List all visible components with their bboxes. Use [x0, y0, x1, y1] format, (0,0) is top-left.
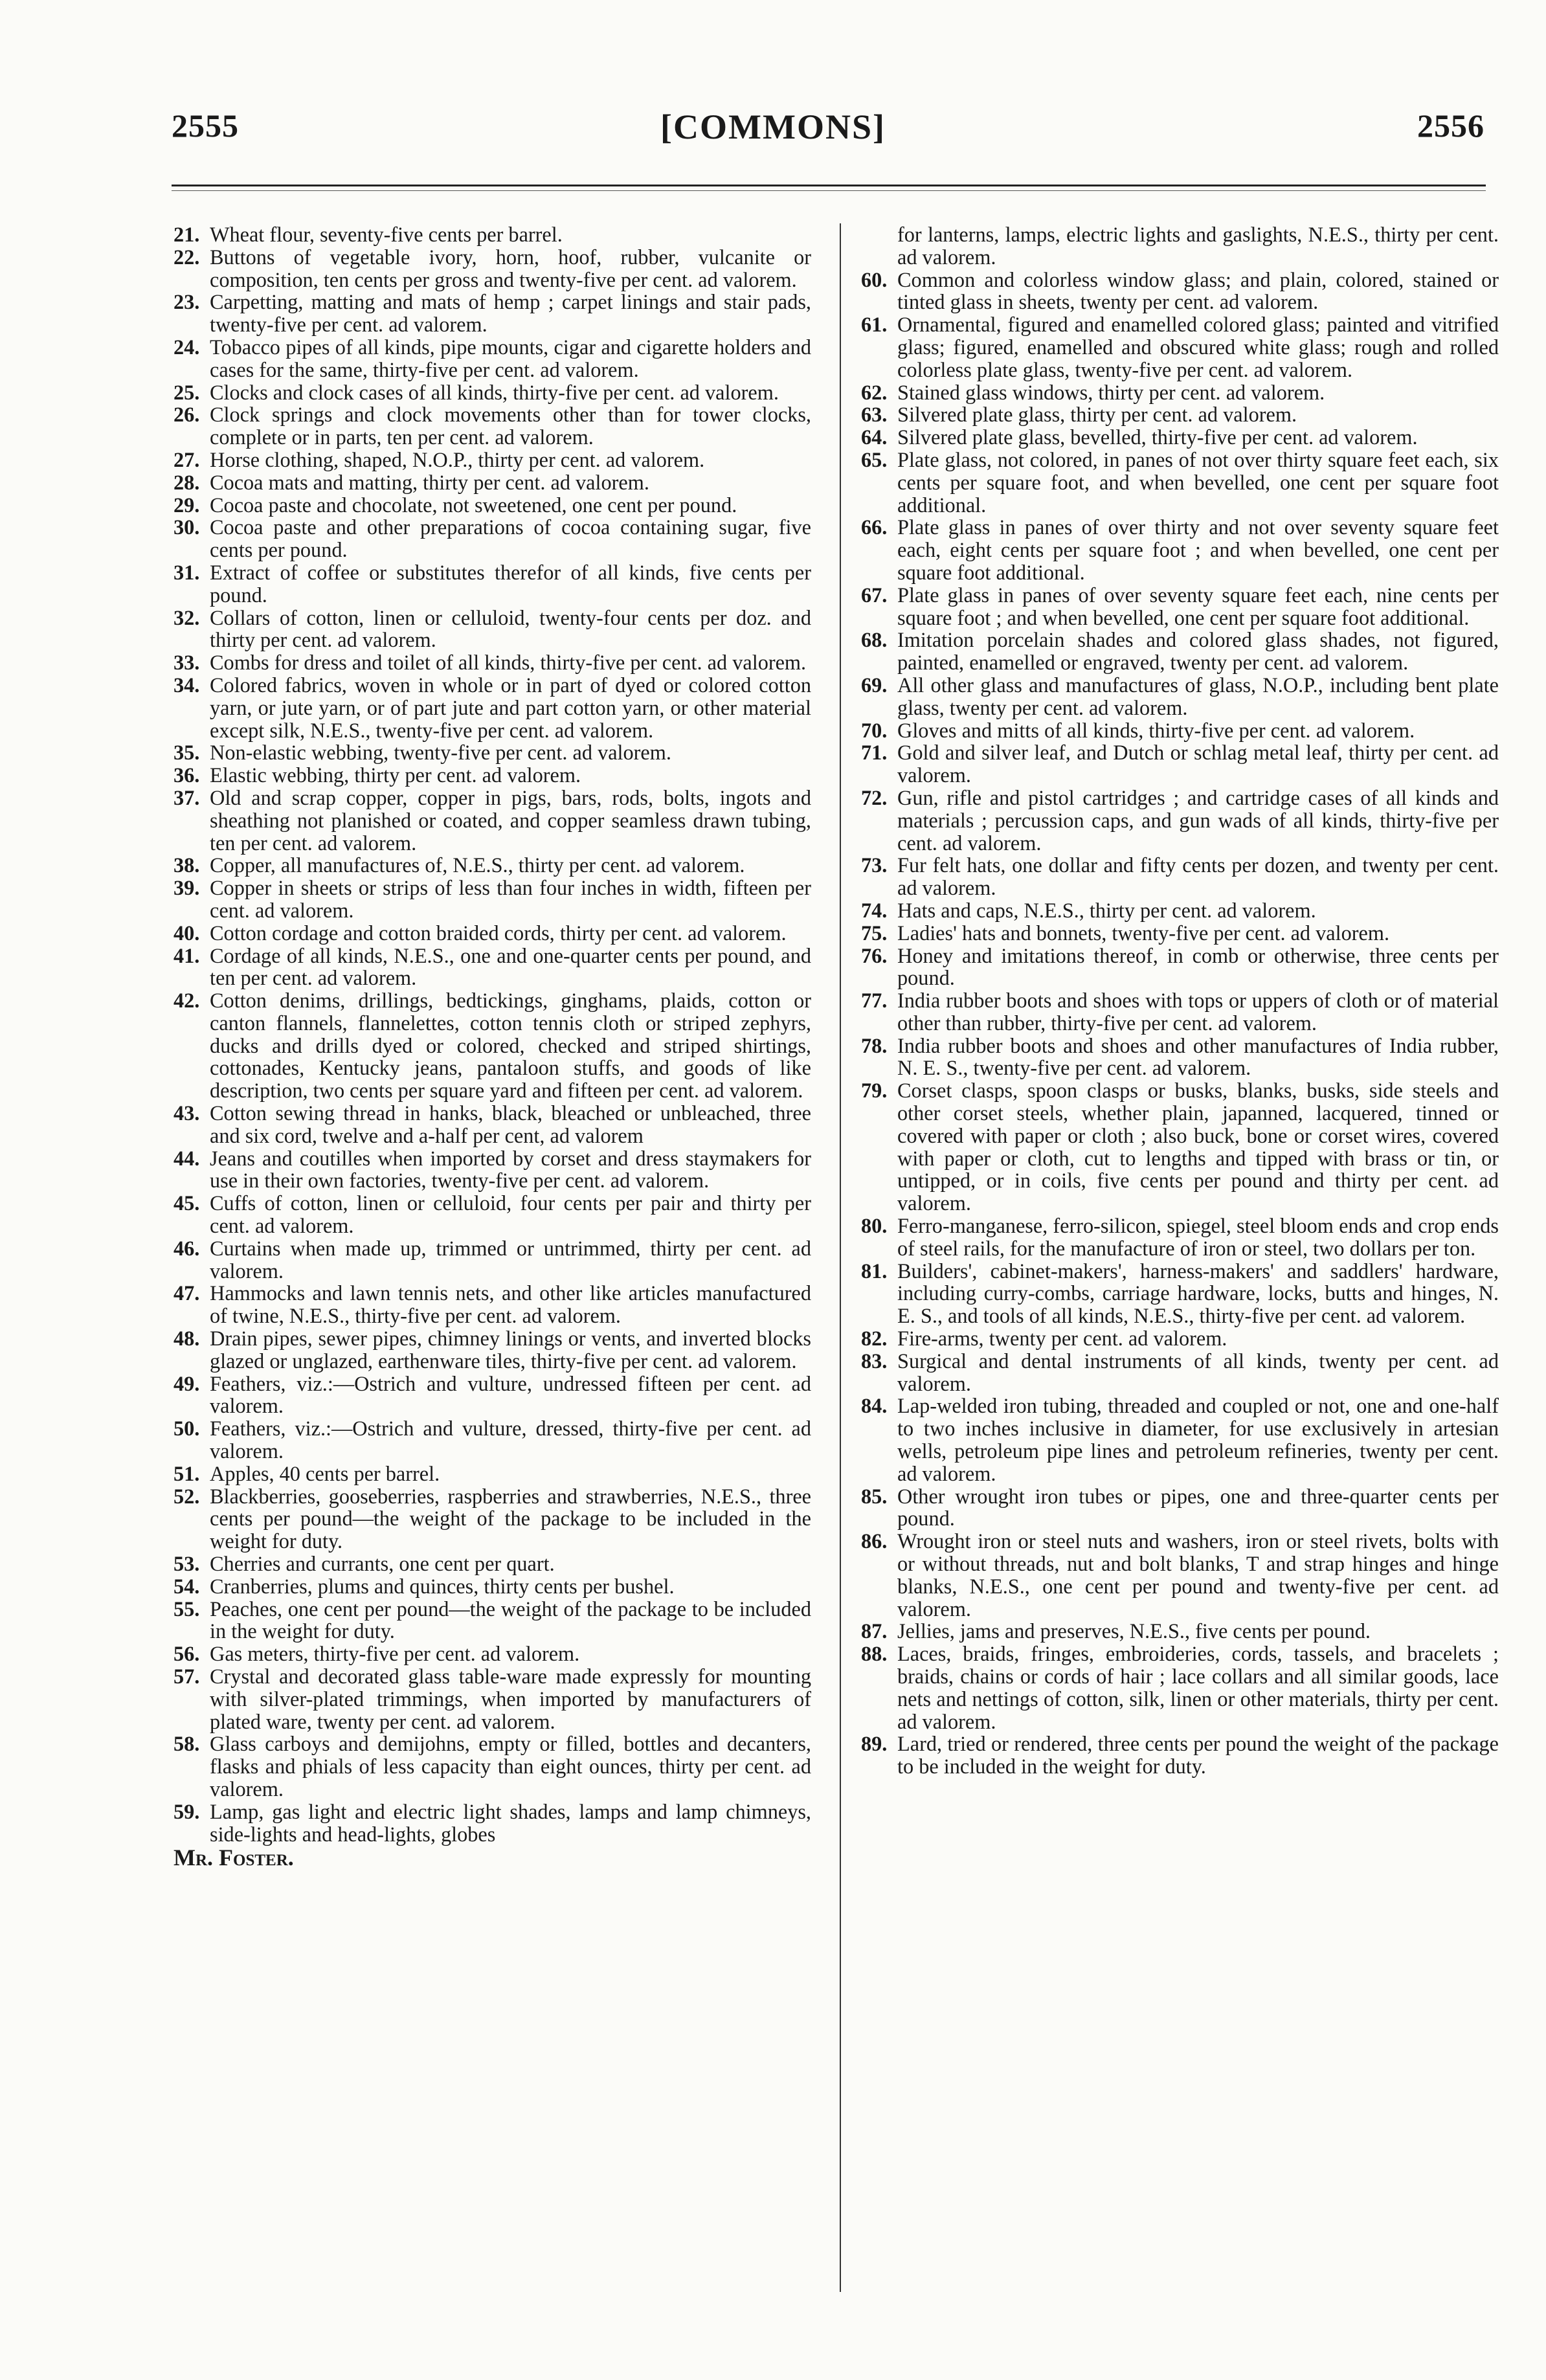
item-number: 85.: [861, 1484, 888, 1508]
tariff-item: [861, 1395, 1499, 1485]
tariff-item: [174, 922, 811, 945]
item-text: Ladies' hats and bonnets, twenty-five per cent. ad valorem.: [897, 921, 1390, 945]
item-text: Other wrought iron tubes or pipes, one and three-quarter cents per pound.: [897, 1484, 1499, 1531]
tariff-item: [861, 516, 1499, 583]
item-number: 24.: [174, 335, 200, 359]
item-number: 41.: [174, 943, 200, 967]
item-text: Gun, rifle and pistol cartridges ; and cartridge cases of all kinds and materials ; percussion caps, and gun wads of all kinds, thirty-five per cent. ad valorem.: [897, 785, 1499, 855]
item-number: 62.: [861, 380, 888, 404]
item-text: Cocoa paste and other preparations of cocoa containing sugar, five cents per pound.: [210, 515, 811, 562]
item-number: 29.: [174, 493, 200, 517]
tariff-item: [174, 1237, 811, 1283]
item-number: 71.: [861, 741, 888, 765]
tariff-item: [861, 1733, 1499, 1778]
column-divider: [840, 223, 841, 2292]
item-number: 75.: [861, 921, 888, 945]
tariff-item: [861, 1215, 1499, 1260]
item-number: 73.: [861, 853, 888, 877]
item-number: 57.: [174, 1665, 200, 1688]
item-number: 36.: [174, 763, 200, 787]
item-text: All other glass and manufactures of glass, N.O.P., including bent plate glass, twenty per cent. ad valorem.: [897, 673, 1499, 719]
tariff-item: [174, 516, 811, 561]
item-text: Plate glass, not colored, in panes of not over thirty square feet each, six cents per square foot, and when bevelled, one cent per square foot additional.: [897, 447, 1499, 517]
item-text: Clocks and clock cases of all kinds, thirty-five per cent. ad valorem.: [210, 380, 779, 404]
tariff-item: [861, 449, 1499, 516]
item-number: 65.: [861, 447, 888, 471]
tariff-item: [861, 426, 1499, 449]
item-text: Extract of coffee or substitutes therefor of all kinds, five cents per pound.: [210, 560, 811, 607]
item-text: Feathers, viz.:—Ostrich and vulture, undressed fifteen per cent. ad valorem.: [210, 1371, 811, 1418]
item-number: 54.: [174, 1574, 200, 1598]
item-number: 81.: [861, 1259, 888, 1283]
tariff-item: [174, 1417, 811, 1463]
item-text: Stained glass windows, thirty per cent. ad valorem.: [897, 380, 1325, 404]
header-rule-thin: [172, 190, 1486, 191]
tariff-item: [174, 1282, 811, 1327]
item-text: Cherries and currants, one cent per quart.: [210, 1552, 555, 1576]
item-number: 77.: [861, 989, 888, 1013]
item-text: Collars of cotton, linen or celluloid, twenty-four cents per doz. and thirty per cent. ad valorem.: [210, 605, 811, 652]
item-number: 23.: [174, 290, 200, 314]
tariff-item: [174, 1665, 811, 1733]
item-number: 60.: [861, 267, 888, 291]
item-text: Combs for dress and toilet of all kinds, thirty-five per cent. ad valorem.: [210, 651, 807, 675]
item-text: Glass carboys and demijohns, empty or filled, bottles and decanters, flasks and phials of less capacity than eight ounces, thirty per cent. ad valorem.: [210, 1732, 811, 1801]
item-number: 63.: [861, 403, 888, 427]
item-text: Cotton sewing thread in hanks, black, bleached or unbleached, three and six cord, twelve and a-half per cent, ad valorem: [210, 1101, 811, 1147]
tariff-item: [861, 1260, 1499, 1327]
item-number: 61.: [861, 313, 888, 337]
tariff-item: [174, 1327, 811, 1373]
item-number: 56.: [174, 1642, 200, 1666]
tariff-item: [174, 1643, 811, 1665]
item-text: Silvered plate glass, bevelled, thirty-five per cent. ad valorem.: [897, 425, 1418, 449]
tariff-item: [174, 741, 811, 764]
tariff-item: [174, 854, 811, 877]
tariff-item: [174, 1192, 811, 1237]
tariff-item: [174, 989, 811, 1102]
item-number: 66.: [861, 515, 888, 539]
item-number: 39.: [174, 876, 200, 900]
item-text: Honey and imitations thereof, in comb or otherwise, three cents per pound.: [897, 943, 1499, 990]
tariff-item: [861, 674, 1499, 719]
item-text: Gas meters, thirty-five per cent. ad valorem.: [210, 1642, 580, 1666]
item-number: 68.: [861, 628, 888, 652]
tariff-item: [861, 584, 1499, 629]
right-column: [861, 223, 1499, 1778]
item-number: 84.: [861, 1394, 888, 1418]
item-text: Lard, tried or rendered, three cents per pound the weight of the package to be included in the weight for duty.: [897, 1732, 1499, 1779]
item-number: 32.: [174, 605, 200, 629]
item-number: 55.: [174, 1597, 200, 1621]
item-text: Old and scrap copper, copper in pigs, bars, rods, bolts, ingots and sheathing not planished or coated, and copper seamless drawn tubing, ten per cent. ad valorem.: [210, 785, 811, 855]
item-text: Fire-arms, twenty per cent. ad valorem.: [897, 1327, 1227, 1351]
tariff-item: [174, 1373, 811, 1418]
tariff-item: [861, 1530, 1499, 1620]
item-number: 34.: [174, 673, 200, 697]
item-text: Wheat flour, seventy-five cents per barrel.: [210, 223, 563, 246]
item-number: 28.: [174, 470, 200, 494]
item-number: 67.: [861, 583, 888, 607]
item-text: Jeans and coutilles when imported by corset and dress staymakers for use in their own factories, twenty-five per cent. ad valorem.: [210, 1146, 811, 1193]
tariff-item: [861, 1485, 1499, 1531]
tariff-item: [861, 719, 1499, 742]
left-column: [174, 223, 811, 1869]
item-text: Tobacco pipes of all kinds, pipe mounts, cigar and cigarette holders and cases for the same, thirty-five per cent. ad valorem.: [210, 335, 811, 381]
item-number: 43.: [174, 1101, 200, 1125]
tariff-item: [174, 787, 811, 854]
item-text: Laces, braids, fringes, embroideries, cords, tassels, and bracelets ; braids, chains or cords of hair ; lace collars and all similar goods, lace nets and nettings of cotton, silk, linen or other materials, thirty per cent. ad valorem.: [897, 1642, 1499, 1733]
item-number: 50.: [174, 1417, 200, 1441]
item-number: 26.: [174, 403, 200, 427]
item-number: 58.: [174, 1732, 200, 1756]
item-text: Feathers, viz.:—Ostrich and vulture, dressed, thirty-five per cent. ad valorem.: [210, 1417, 811, 1463]
item-number: 45.: [174, 1191, 200, 1215]
continuation-text: for lanterns, lamps, electric lights and gaslights, N.E.S., thirty per cent. ad valorem.: [897, 223, 1499, 269]
item-text: Hammocks and lawn tennis nets, and other like articles manufactured of twine, N.E.S., thirty-five per cent. ad valorem.: [210, 1281, 811, 1328]
item-text: Peaches, one cent per pound—the weight of the package to be included in the weight for duty.: [210, 1597, 811, 1643]
item-number: 30.: [174, 515, 200, 539]
item-number: 79.: [861, 1079, 888, 1103]
tariff-item: [174, 403, 811, 449]
tariff-item: [861, 787, 1499, 854]
tariff-item: [861, 1079, 1499, 1215]
tariff-item: [174, 381, 811, 404]
item-text: Imitation porcelain shades and colored glass shades, not figured, painted, enamelled or engraved, twenty per cent. ad valorem.: [897, 628, 1499, 675]
tariff-item: [174, 1102, 811, 1147]
tariff-item: [174, 1598, 811, 1643]
tariff-item: [861, 922, 1499, 945]
item-text: Cocoa mats and matting, thirty per cent. ad valorem.: [210, 470, 649, 494]
tariff-item: [174, 1801, 811, 1846]
tariff-item: [174, 561, 811, 607]
tariff-item: [861, 945, 1499, 990]
item-text: Fur felt hats, one dollar and fifty cents per dozen, and twenty per cent. ad valorem.: [897, 853, 1499, 900]
tariff-item: [861, 989, 1499, 1035]
item-text: Ferro-manganese, ferro-silicon, spiegel, steel bloom ends and crop ends of steel rails, for the manufacture of iron or steel, two dollars per ton.: [897, 1214, 1499, 1260]
item-text: Carpetting, matting and mats of hemp ; carpet linings and stair pads, twenty-five per cent. ad valorem.: [210, 290, 811, 337]
tariff-item: [861, 1035, 1499, 1080]
header-rule: [172, 185, 1486, 186]
item-text: Copper, all manufactures of, N.E.S., thirty per cent. ad valorem.: [210, 853, 745, 877]
tariff-item: [861, 381, 1499, 404]
item-text: Cuffs of cotton, linen or celluloid, four cents per pair and thirty per cent. ad valorem.: [210, 1191, 811, 1238]
tariff-item: [174, 1575, 811, 1598]
tariff-item: [861, 629, 1499, 674]
item-number: 22.: [174, 245, 200, 269]
tariff-item: [174, 877, 811, 922]
item-number: 42.: [174, 989, 200, 1013]
tariff-item: [861, 1620, 1499, 1643]
tariff-item: [174, 945, 811, 990]
item-text: Apples, 40 cents per barrel.: [210, 1461, 440, 1485]
item-text: Elastic webbing, thirty per cent. ad valorem.: [210, 763, 581, 787]
tariff-item: [861, 1643, 1499, 1733]
item-text: Lap-welded iron tubing, threaded and coupled or not, one and one-half to two inches inclusive in diameter, for use exclusively in artesian wells, petroleum pipe lines and petroleum refineries, twenty per cent. ad valorem.: [897, 1394, 1499, 1485]
item-number: 59.: [174, 1799, 200, 1823]
tariff-item: [174, 449, 811, 471]
item-number: 80.: [861, 1214, 888, 1238]
item-text: Plate glass in panes of over seventy square feet each, nine cents per square foot ; and when bevelled, one cent per square foot additional.: [897, 583, 1499, 629]
item-text: Jellies, jams and preserves, N.E.S., five cents per pound.: [897, 1619, 1371, 1643]
item-text: Ornamental, figured and enamelled colored glass; painted and vitrified glass; figured, enamelled and obscured white glass; rough and rolled colorless plate glass, twenty-five per cent. ad valorem.: [897, 313, 1499, 381]
tariff-item: [174, 223, 811, 246]
item-text: Horse clothing, shaped, N.O.P., thirty per cent. ad valorem.: [210, 447, 705, 471]
page-header: [0, 0, 1546, 194]
tariff-item: [174, 607, 811, 652]
item-number: 52.: [174, 1484, 200, 1508]
tariff-item: [174, 1553, 811, 1575]
tariff-item: [174, 1463, 811, 1485]
item-number: 87.: [861, 1619, 888, 1643]
tariff-item: [861, 741, 1499, 787]
item-number: 64.: [861, 425, 888, 449]
item-number: 27.: [174, 447, 200, 471]
item-text: Blackberries, gooseberries, raspberries and strawberries, N.E.S., three cents per pound—the weight of the package to be included in the weight for duty.: [210, 1484, 811, 1553]
item-text: Cordage of all kinds, N.E.S., one and one-quarter cents per pound, and ten per cent. ad valorem.: [210, 943, 811, 990]
item-text: Plate glass in panes of over thirty and not over seventy square feet each, eight cents per square foot ; and when bevelled, one cent per square foot additional.: [897, 515, 1499, 584]
item-text: Builders', cabinet-makers', harness-makers' and saddlers' hardware, including curry-combs, carriage hardware, locks, butts and hinges, N. E. S., and tools of all kinds, N.E.S., thirty-five per cent. ad valorem.: [897, 1259, 1499, 1328]
item-text: Cranberries, plums and quinces, thirty cents per bushel.: [210, 1574, 675, 1598]
tariff-item: [861, 1350, 1499, 1395]
item-number: 38.: [174, 853, 200, 877]
item-number: 53.: [174, 1552, 200, 1576]
tariff-item: [174, 336, 811, 381]
item-text: Corset clasps, spoon clasps or busks, blanks, busks, side steels and other corset steels, whether plain, japanned, lacquered, tinned or covered with paper or cloth ; also buck, bone or corset wires, covered with paper or cloth, cut to lengths and tipped with brass or tin, or untipped, or in coils, five cents per pound and thirty per cent. ad valorem.: [897, 1079, 1499, 1215]
tariff-item: [174, 246, 811, 291]
item-number: 74.: [861, 898, 888, 922]
tariff-item: [174, 1733, 811, 1800]
item-number: 37.: [174, 785, 200, 809]
item-text: Lamp, gas light and electric light shades, lamps and lamp chimneys, side-lights and head-lights, globes: [210, 1799, 811, 1846]
tariff-item: [174, 1147, 811, 1193]
tariff-item: [174, 494, 811, 517]
tariff-item: [861, 899, 1499, 922]
tariff-item: [174, 471, 811, 494]
item-text: Surgical and dental instruments of all kinds, twenty per cent. ad valorem.: [897, 1349, 1499, 1395]
item-number: 51.: [174, 1461, 200, 1485]
item-text: Silvered plate glass, thirty per cent. ad valorem.: [897, 403, 1297, 427]
item-number: 31.: [174, 560, 200, 584]
item-number: 35.: [174, 741, 200, 765]
tariff-item: [861, 854, 1499, 899]
item-number: 49.: [174, 1371, 200, 1395]
item-number: 86.: [861, 1529, 888, 1553]
item-text: Copper in sheets or strips of less than four inches in width, fifteen per cent. ad valorem.: [210, 876, 811, 922]
item-number: 33.: [174, 651, 200, 675]
page-number-right: 2556: [1417, 107, 1484, 144]
page-title: [COMMONS]: [660, 107, 886, 146]
tariff-item: [861, 403, 1499, 426]
item-number: 76.: [861, 943, 888, 967]
item-number: 72.: [861, 785, 888, 809]
item-text: Hats and caps, N.E.S., thirty per cent. ad valorem.: [897, 898, 1316, 922]
item-text: India rubber boots and shoes and other manufactures of India rubber, N. E. S., twenty-five per cent. ad valorem.: [897, 1033, 1499, 1080]
item-text: Clock springs and clock movements other than for tower clocks, complete or in parts, ten per cent. ad valorem.: [210, 403, 811, 449]
item-text: Drain pipes, sewer pipes, chimney linings or vents, and inverted blocks glazed or unglazed, earthenware tiles, thirty-five per cent. ad valorem.: [210, 1327, 811, 1373]
item-text: Non-elastic webbing, twenty-five per cent. ad valorem.: [210, 741, 671, 765]
tariff-item: [861, 269, 1499, 314]
speaker-name: Mr. Foster.: [174, 1845, 294, 1871]
tariff-item: [861, 1327, 1499, 1350]
item-text: Gloves and mitts of all kinds, thirty-five per cent. ad valorem.: [897, 718, 1415, 742]
item-number: 70.: [861, 718, 888, 742]
item-text: Wrought iron or steel nuts and washers, iron or steel rivets, bolts with or without threads, nut and bolt blanks, T and strap hinges and hinge blanks, N.E.S., one cent per pound and twenty-five per cent. ad valorem.: [897, 1529, 1499, 1621]
tariff-item: [174, 651, 811, 674]
item-number: 25.: [174, 380, 200, 404]
item-number: 46.: [174, 1236, 200, 1260]
item-number: 82.: [861, 1327, 888, 1351]
item-text: Cocoa paste and chocolate, not sweetened, one cent per pound.: [210, 493, 737, 517]
page-number-left: 2555: [172, 107, 239, 144]
item-text: Cotton denims, drillings, bedtickings, ginghams, plaids, cotton or canton flannels, flannelettes, cotton tennis cloth or striped zephyrs, ducks and drills dyed or colored, checked and striped shirtings, cottonades, Kentucky jeans, pantaloon stuffs, and goods of like description, two cents per square yard and fifteen per cent. ad valorem.: [210, 989, 811, 1103]
item-number: 89.: [861, 1732, 888, 1756]
item-text: Colored fabrics, woven in whole or in part of dyed or colored cotton yarn, or jute yarn, or of part jute and part cotton yarn, or other material except silk, N.E.S., twenty-five per cent. ad valorem.: [210, 673, 811, 742]
tariff-item: [174, 291, 811, 336]
item-number: 88.: [861, 1642, 888, 1666]
item-number: 21.: [174, 223, 200, 246]
item-number: 44.: [174, 1146, 200, 1170]
item-text: Common and colorless window glass; and plain, colored, stained or tinted glass in sheets, twenty per cent. ad valorem.: [897, 267, 1499, 314]
item-number: 40.: [174, 921, 200, 945]
item-text: Buttons of vegetable ivory, horn, hoof, rubber, vulcanite or composition, ten cents per gross and twenty-five per cent. ad valorem.: [210, 245, 811, 291]
item-number: 83.: [861, 1349, 888, 1373]
item-text: Curtains when made up, trimmed or untrimmed, thirty per cent. ad valorem.: [210, 1236, 811, 1283]
tariff-item: [174, 764, 811, 787]
item-number: 78.: [861, 1033, 888, 1057]
item-text: Crystal and decorated glass table-ware made expressly for mounting with silver-plated trimmings, when imported by manufacturers of plated ware, twenty per cent. ad valorem.: [210, 1665, 811, 1733]
item-number: 48.: [174, 1327, 200, 1351]
item-text: India rubber boots and shoes with tops or uppers of cloth or of material other than rubber, thirty-five per cent. ad valorem.: [897, 989, 1499, 1035]
tariff-item: [861, 313, 1499, 381]
item-number: 69.: [861, 673, 888, 697]
tariff-item: [174, 1485, 811, 1553]
item-text: Cotton cordage and cotton braided cords, thirty per cent. ad valorem.: [210, 921, 787, 945]
item-text: Gold and silver leaf, and Dutch or schlag metal leaf, thirty per cent. ad valorem.: [897, 741, 1499, 787]
item-number: 47.: [174, 1281, 200, 1305]
tariff-item: [174, 674, 811, 741]
